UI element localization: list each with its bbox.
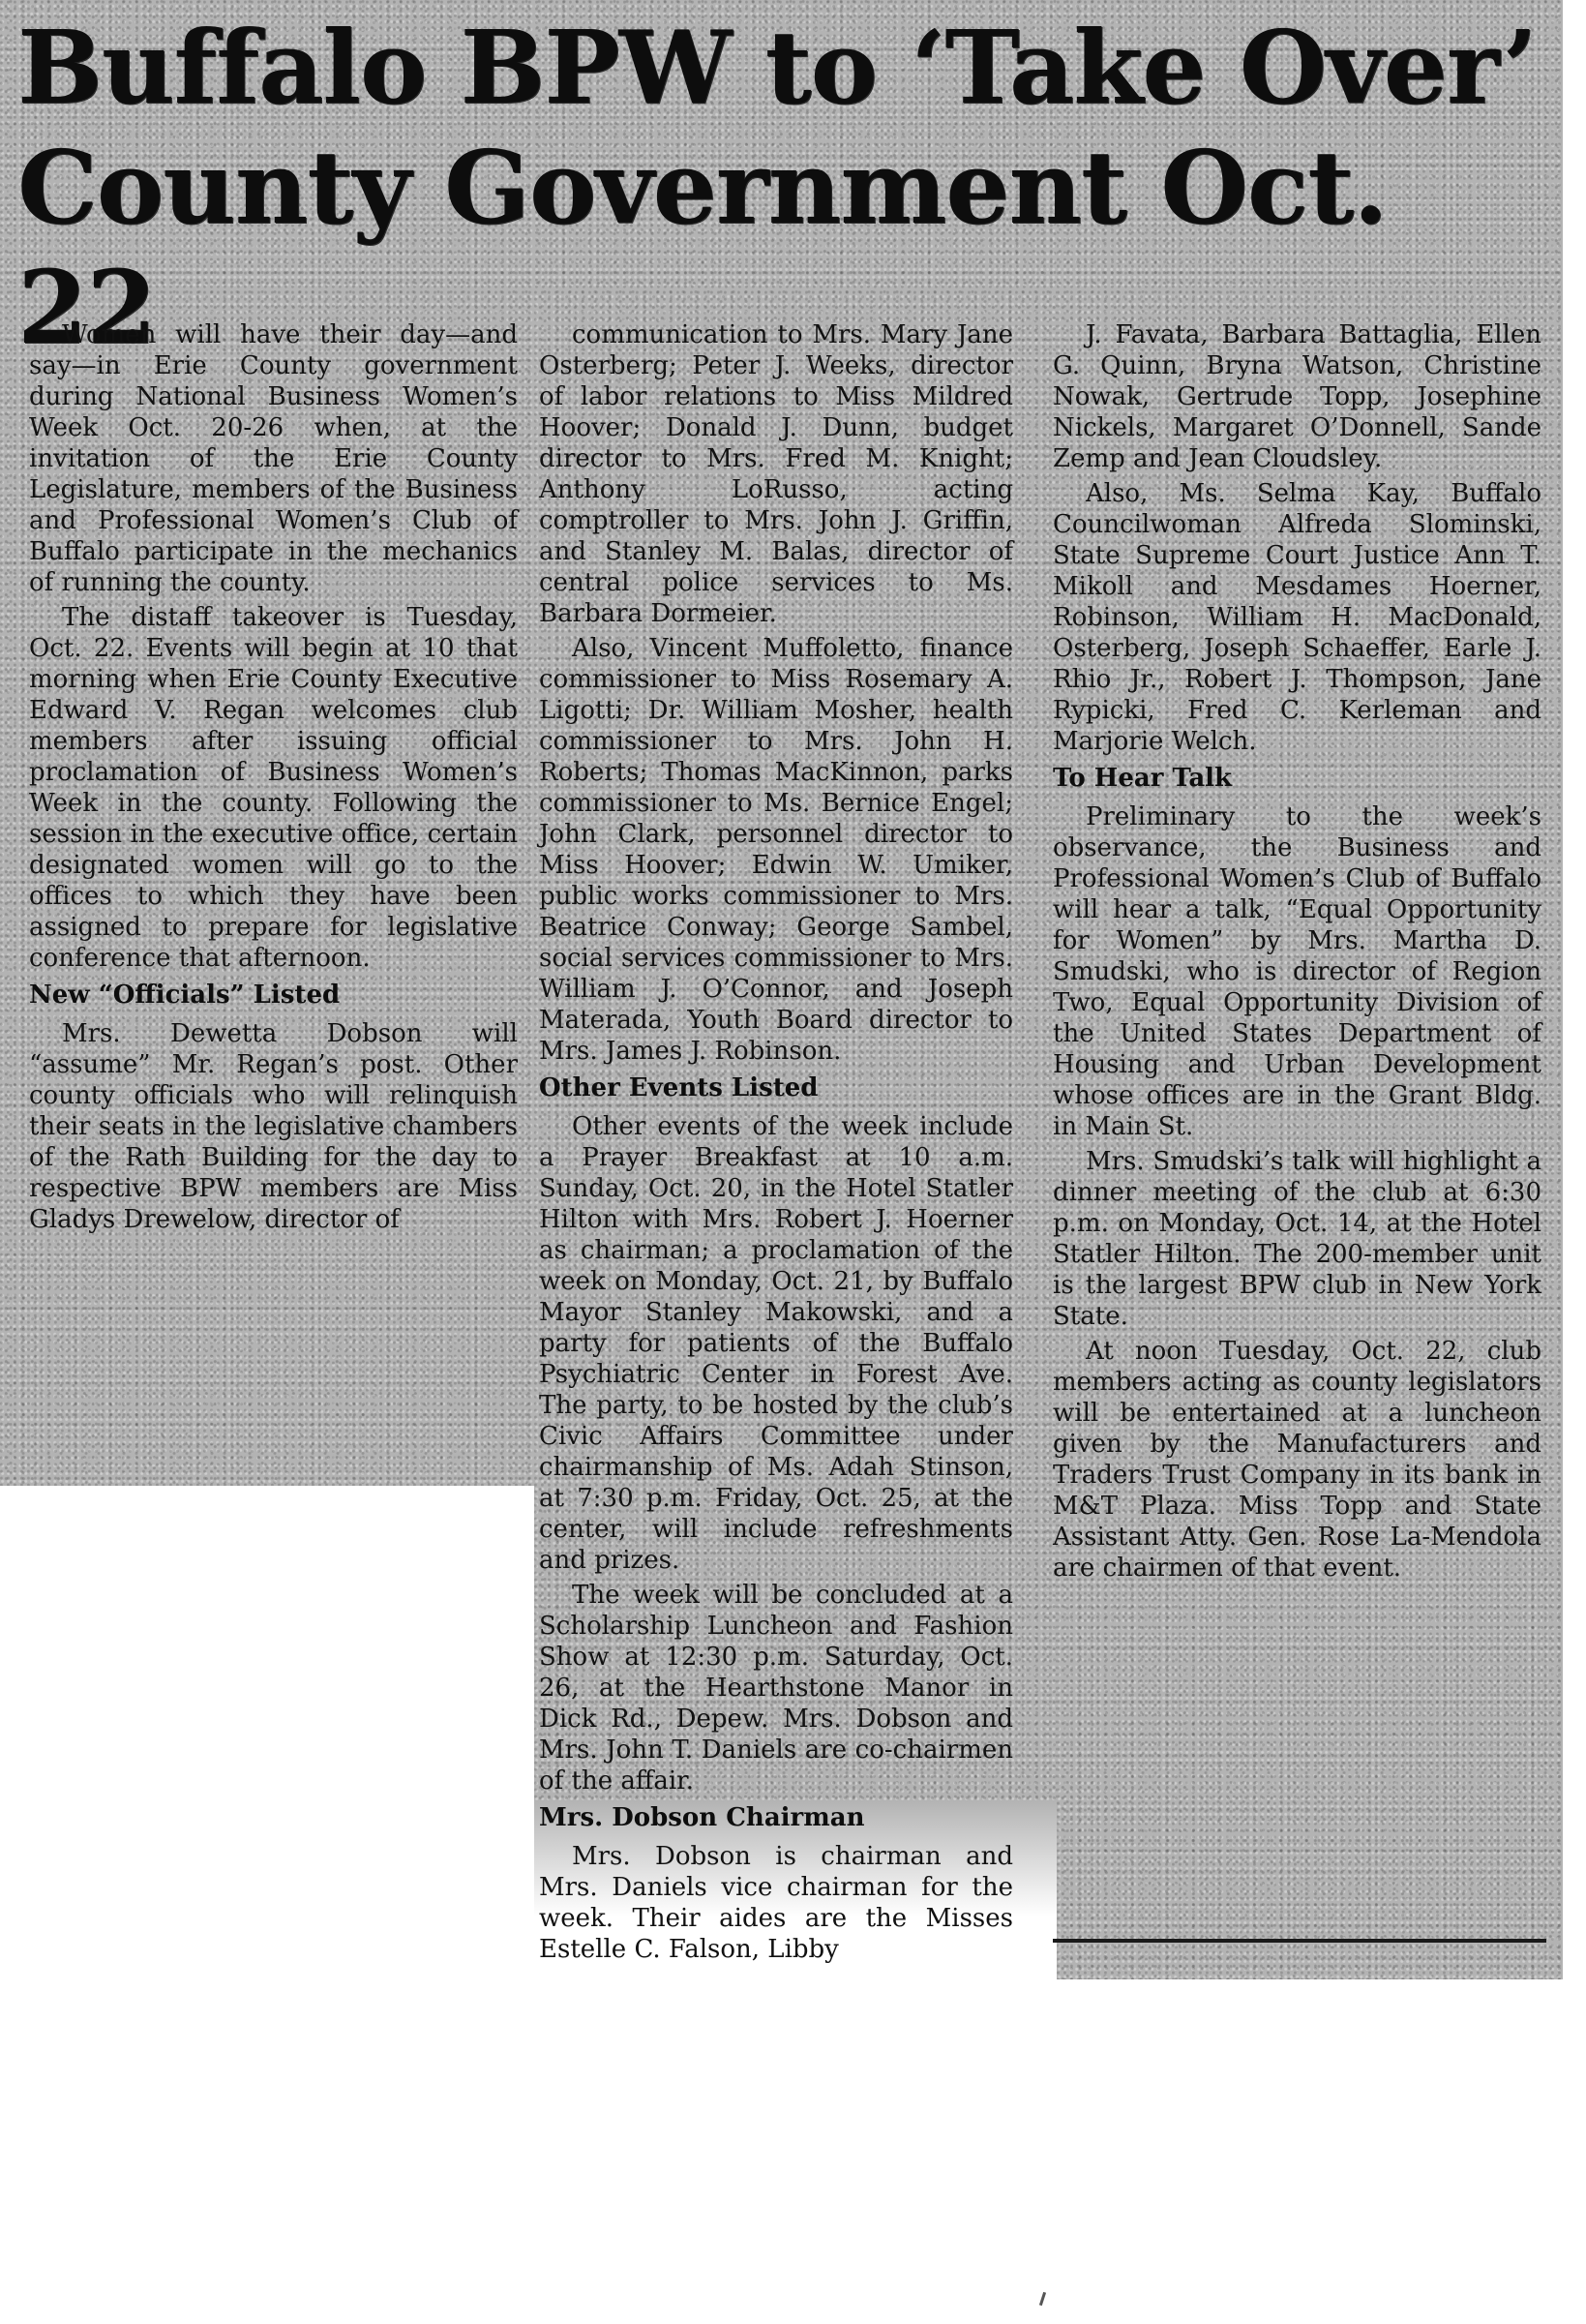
subheading: To Hear Talk xyxy=(1053,764,1233,793)
paragraph: Preliminary to the week’s observance, the Business and Professional Women’s Club of Buffalo will hear a talk, “Equal Opportunity for Women” by Mrs. Martha D. Smudski, who is director of Region Two, Equal Opportunity Division of the United States Department of Housing and Urban Development whose offices are in the Grant Bldg. in Main St. xyxy=(1053,802,1541,1141)
subheading: Other Events Listed xyxy=(539,1073,819,1102)
paragraph: The distaff takeover is Tuesday, Oct. 22. Events will begin at 10 that morning when Erie County Executive Edward V. Regan welcomes club members after issuing official proclamation of Business Women’s Week in the county. Following the session in the executive office, certain designated women will go to the offices to which they have been assigned to prepare for legislative conference that afternoon. xyxy=(29,603,518,973)
subheading: Mrs. Dobson Chairman xyxy=(539,1803,865,1832)
paragraph: At noon Tuesday, Oct. 22, club members acting as county legislators will be entertained at a luncheon given by the Manufacturers and Traders Trust Company in its bank in M&T Plaza. Miss Topp and State Assistant Atty. Gen. Rose La-Mendola are chairmen of that event. xyxy=(1053,1337,1541,1583)
paragraph: Mrs. Smudski’s talk will highlight a dinner meeting of the club at 6:30 p.m. on Monday, Oct. 14, at the Hotel Statler Hilton. The 200-member unit is the largest BPW club in New York State. xyxy=(1053,1147,1541,1331)
paragraph: Mrs. Dobson is chairman and Mrs. Daniels vice chairman for the week. Their aides are the Misses Estelle C. Falson, Libby xyxy=(539,1842,1013,1964)
paragraph: J. Favata, Barbara Battaglia, Ellen G. Quinn, Bryna Watson, Christine Nowak, Gertrude Topp, Josephine Nickels, Margaret O’Donnell, Sande Zemp and Jean Cloudsley. xyxy=(1053,320,1541,473)
article-column-2 xyxy=(539,319,1013,1969)
article-column-3 xyxy=(1053,319,1541,1587)
end-of-article-rule xyxy=(1053,1939,1546,1943)
paragraph: Mrs. Dewetta Dobson will “assume” Mr. Regan’s post. Other county officials who will relinquish their seats in the legislative chambers of the Rath Building for the day to respective BPW members are Miss Gladys Drewelow, director of xyxy=(29,1019,518,1234)
headline-line-2: County Government Oct. 22 xyxy=(17,128,1388,367)
paragraph: Other events of the week include a Prayer Breakfast at 10 a.m. Sunday, Oct. 20, in the Hotel Statler Hilton with Mrs. Robert J. Hoerner as chairman; a proclamation of the week on Monday, Oct. 21, by Buffalo Mayor Stanley Makowski, and a party for patients of the Buffalo Psychiatric Center in Forest Ave. The party, to be hosted by the club’s Civic Affairs Committee under chairmanship of Ms. Adah Stinson, at 7:30 p.m. Friday, Oct. 25, at the center, will include refreshments and prizes. xyxy=(539,1112,1013,1575)
headline xyxy=(17,8,1556,368)
stray-mark xyxy=(1039,2292,1046,2306)
headline-line-1: Buffalo BPW to ‘Take Over’ xyxy=(17,8,1537,127)
paragraph: Women will have their day—and say—in Erie County government during National Business Women’s Week Oct. 20-26 when, at the invitation of the Erie County Legislature, members of the Business and Professional Women’s Club of Buffalo participate in the mechanics of running the county. xyxy=(29,320,518,597)
article-column-1 xyxy=(29,319,518,1239)
paragraph: Also, Vincent Muffoletto, finance commissioner to Miss Rosemary A. Ligotti; Dr. William Mosher, health commissioner to Mrs. John H. Roberts; Thomas MacKinnon, parks commissioner to Ms. Bernice Engel; John Clark, personnel director to Miss Hoover; Edwin W. Umiker, public works commissioner to Mrs. Beatrice Conway; George Sambel, social services commissioner to Mrs. William J. O’Connor, and Joseph Materada, Youth Board director to Mrs. James J. Robinson. xyxy=(539,634,1013,1066)
subheading: New “Officials” Listed xyxy=(29,981,341,1010)
paragraph: Also, Ms. Selma Kay, Buffalo Councilwoman Alfreda Slominski, State Supreme Court Justice Ann T. Mikoll and Mesdames Hoerner, Robinson, William H. MacDonald, Osterberg, Joseph Schaeffer, Earle J. Rhio Jr., Robert J. Thompson, Jane Rypicki, Fred C. Kerleman and Marjorie Welch. xyxy=(1053,479,1541,756)
paragraph: communication to Mrs. Mary Jane Osterberg; Peter J. Weeks, director of labor relations to Miss Mildred Hoover; Donald J. Dunn, budget director to Mrs. Fred M. Knight; Anthony LoRusso, acting comptroller to Mrs. John J. Griffin, and Stanley M. Balas, director of central police services to Ms. Barbara Dormeier. xyxy=(539,320,1013,628)
paragraph: The week will be concluded at a Scholarship Luncheon and Fashion Show at 12:30 p.m. Saturday, Oct. 26, at the Hearthstone Manor in Dick Rd., Depew. Mrs. Dobson and Mrs. John T. Daniels are co-chairmen of the affair. xyxy=(539,1581,1013,1796)
